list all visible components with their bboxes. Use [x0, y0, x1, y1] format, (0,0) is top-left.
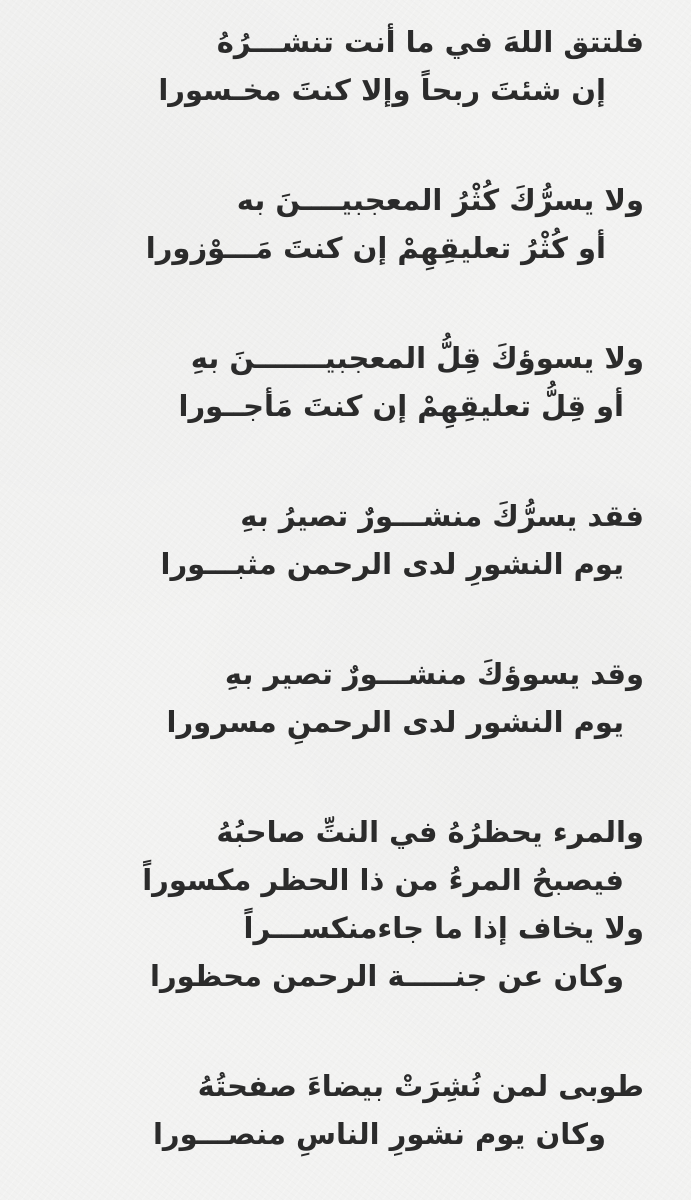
verse-line: فيصبحُ المرءُ من ذا الحظر مكسوراً [142, 863, 624, 897]
stanza-2 [60, 176, 644, 272]
stanza-7 [60, 1062, 644, 1158]
verse-line: يوم النشور لدى الرحمنِ مسرورا [166, 705, 624, 739]
verse-line: يوم النشورِ لدى الرحمن مثبـــورا [160, 547, 624, 581]
stanza-5 [60, 650, 644, 746]
verse-line: وقد يسوؤكَ منشـــورٌ تصير بهِ [224, 657, 644, 691]
stanza-3 [60, 334, 644, 430]
verse-line: إن شئتَ ربحاً وإلا كنتَ مخـسورا [158, 73, 606, 107]
stanza-1 [60, 18, 644, 114]
verse-line: أو كُثْرُ تعليقِهِمْ إن كنتَ مَـــوْزورا [145, 231, 606, 265]
verse-line: ولا يسرُّكَ كُثْرُ المعجبيــــنَ به [236, 183, 644, 217]
verse-line: والمرء يحظرُهُ في النتِّ صاحبُهُ [216, 815, 644, 849]
verse-line: ولا يسوؤكَ قِلُّ المعجبيـــــــنَ بهِ [190, 341, 644, 375]
verse-line: ولا يخاف إذا ما جاءمنكســـراً [243, 911, 644, 945]
verse-line: وكان يوم نشورِ الناسِ منصـــورا [152, 1117, 606, 1151]
stanza-4 [60, 492, 644, 588]
verse-line: فقد يسرُّكَ منشـــورٌ تصيرُ بهِ [240, 499, 644, 533]
verse-line: طوبى لمن نُشِرَتْ بيضاءَ صفحتُهُ [197, 1069, 644, 1103]
verse-line: فلتتق اللهَ في ما أنت تنشـــرُهُ [216, 25, 644, 59]
verse-line: وكان عن جنـــــة الرحمن محظورا [150, 959, 624, 993]
stanza-6 [60, 808, 644, 1000]
verse-line: أو قِلُّ تعليقِهِمْ إن كنتَ مَأجــورا [178, 389, 624, 423]
